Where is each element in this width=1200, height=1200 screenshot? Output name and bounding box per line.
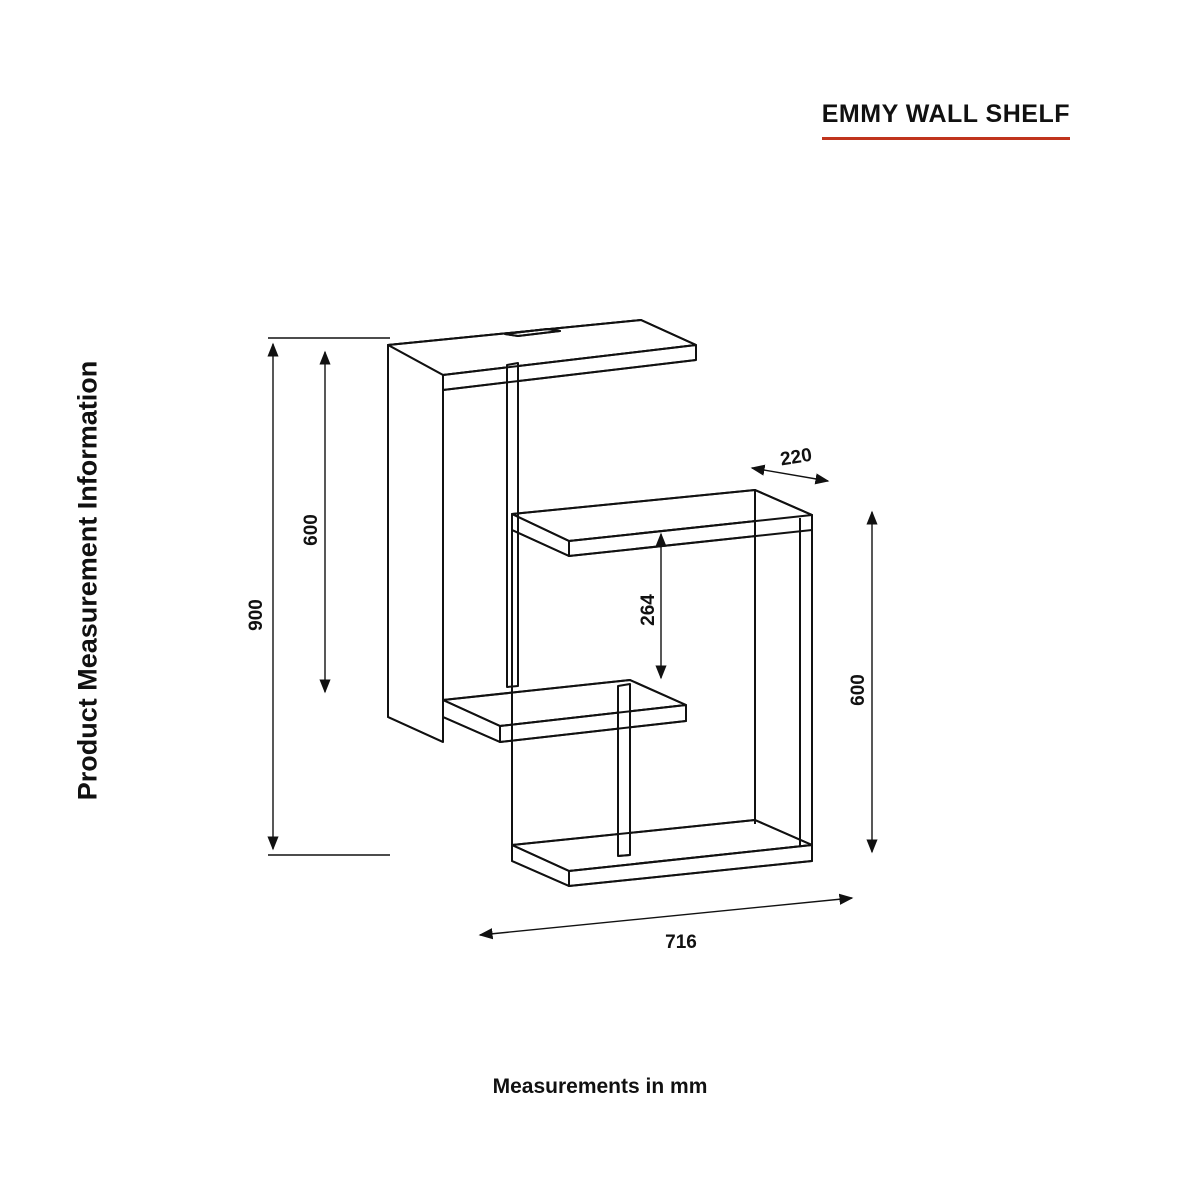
dim-middle-gap-label: 264 — [638, 594, 659, 626]
page-title: EMMY WALL SHELF — [821, 100, 1070, 128]
side-label: Product Measurement Information — [72, 360, 103, 801]
footer-note: Measurements in mm — [492, 1075, 708, 1098]
shelf-body — [388, 320, 812, 886]
dim-overall-height-label: 900 — [246, 599, 267, 631]
dim-depth-label: 220 — [778, 444, 814, 471]
dim-overall-width-label: 716 — [665, 932, 697, 953]
dim-upper-height-label: 600 — [301, 514, 322, 546]
dim-lower-height-label: 600 — [848, 674, 869, 706]
